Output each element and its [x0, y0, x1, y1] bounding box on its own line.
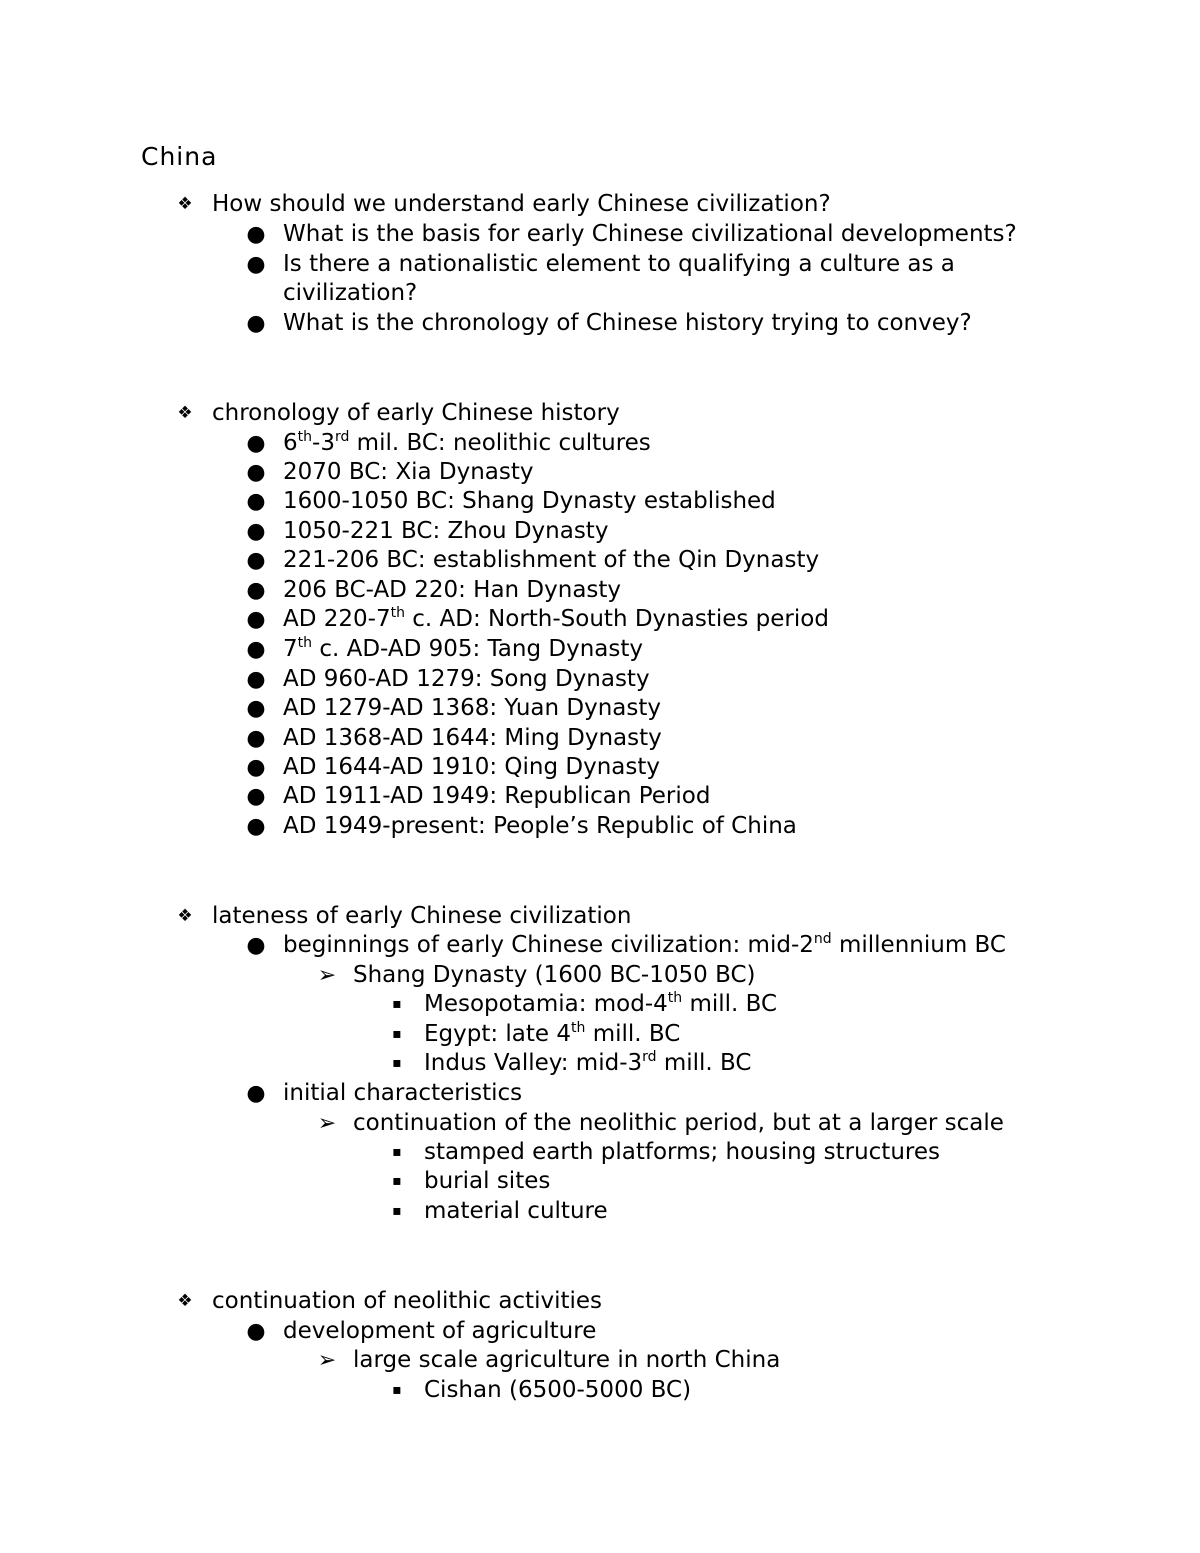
square-bullet-icon: ▪	[392, 1382, 402, 1398]
list-item: beginnings of early Chinese civilization: mid-2nd millennium BC	[283, 931, 1006, 958]
arrow-bullet-icon: ➢	[317, 1111, 337, 1136]
list-item: AD 960-AD 1279: Song Dynasty	[283, 666, 650, 692]
dot-bullet-icon: ●	[246, 311, 266, 336]
diamond-bullet-icon: ❖	[177, 906, 193, 926]
list-item: Is there a nationalistic element to qualifying a culture as a	[283, 251, 955, 277]
dot-bullet-icon: ●	[246, 460, 266, 485]
list-item-continuation: civilization?	[283, 280, 418, 306]
diamond-bullet-icon: ❖	[177, 194, 193, 214]
list-item: AD 1644-AD 1910: Qing Dynasty	[283, 754, 661, 780]
diamond-bullet-icon: ❖	[177, 1291, 193, 1311]
dot-bullet-icon: ●	[246, 548, 266, 573]
dot-bullet-icon: ●	[246, 696, 266, 721]
square-bullet-icon: ▪	[392, 1173, 402, 1189]
dot-bullet-icon: ●	[246, 578, 266, 603]
list-item: AD 220-7th c. AD: North-South Dynasties period	[283, 605, 829, 632]
square-bullet-icon: ▪	[392, 1203, 402, 1219]
list-item: large scale agriculture in north China	[353, 1347, 781, 1373]
arrow-bullet-icon: ➢	[317, 963, 337, 988]
list-item: 7th c. AD-AD 905: Tang Dynasty	[283, 635, 643, 662]
list-item: 6th-3rd mil. BC: neolithic cultures	[283, 429, 651, 456]
list-item: AD 1949-present: People’s Republic of China	[283, 813, 797, 839]
list-item: Shang Dynasty (1600 BC-1050 BC)	[353, 962, 756, 988]
dot-bullet-icon: ●	[246, 637, 266, 662]
list-item: AD 1279-AD 1368: Yuan Dynasty	[283, 695, 662, 721]
section-heading: continuation of neolithic activities	[212, 1288, 603, 1314]
list-item: initial characteristics	[283, 1080, 523, 1106]
dot-bullet-icon: ●	[246, 814, 266, 839]
dot-bullet-icon: ●	[246, 252, 266, 277]
list-item: Mesopotamia: mod-4th mill. BC	[424, 990, 778, 1017]
list-item: What is the chronology of Chinese history trying to convey?	[283, 310, 972, 336]
dot-bullet-icon: ●	[246, 755, 266, 780]
list-item: material culture	[424, 1198, 608, 1224]
dot-bullet-icon: ●	[246, 431, 266, 456]
arrow-bullet-icon: ➢	[317, 1348, 337, 1373]
dot-bullet-icon: ●	[246, 1319, 266, 1344]
dot-bullet-icon: ●	[246, 222, 266, 247]
list-item: AD 1911-AD 1949: Republican Period	[283, 783, 711, 809]
list-item: stamped earth platforms; housing structures	[424, 1139, 940, 1165]
dot-bullet-icon: ●	[246, 933, 266, 958]
dot-bullet-icon: ●	[246, 667, 266, 692]
list-item: AD 1368-AD 1644: Ming Dynasty	[283, 725, 662, 751]
list-item: Egypt: late 4th mill. BC	[424, 1020, 681, 1047]
square-bullet-icon: ▪	[392, 996, 402, 1012]
list-item: development of agriculture	[283, 1318, 597, 1344]
list-item: 1600-1050 BC: Shang Dynasty established	[283, 488, 776, 514]
page-title: China	[141, 142, 218, 171]
section-heading: chronology of early Chinese history	[212, 400, 620, 426]
dot-bullet-icon: ●	[246, 607, 266, 632]
dot-bullet-icon: ●	[246, 1081, 266, 1106]
list-item: 221-206 BC: establishment of the Qin Dynasty	[283, 547, 820, 573]
dot-bullet-icon: ●	[246, 726, 266, 751]
list-item: 1050-221 BC: Zhou Dynasty	[283, 518, 609, 544]
list-item: What is the basis for early Chinese civilizational developments?	[283, 221, 1017, 247]
square-bullet-icon: ▪	[392, 1026, 402, 1042]
section-heading: lateness of early Chinese civilization	[212, 903, 632, 929]
dot-bullet-icon: ●	[246, 519, 266, 544]
square-bullet-icon: ▪	[392, 1144, 402, 1160]
dot-bullet-icon: ●	[246, 784, 266, 809]
diamond-bullet-icon: ❖	[177, 403, 193, 423]
dot-bullet-icon: ●	[246, 489, 266, 514]
list-item: Cishan (6500-5000 BC)	[424, 1377, 692, 1403]
list-item: 206 BC-AD 220: Han Dynasty	[283, 577, 622, 603]
section-heading: How should we understand early Chinese civilization?	[212, 191, 831, 217]
list-item: 2070 BC: Xia Dynasty	[283, 459, 534, 485]
list-item: Indus Valley: mid-3rd mill. BC	[424, 1049, 752, 1076]
list-item: burial sites	[424, 1168, 551, 1194]
square-bullet-icon: ▪	[392, 1055, 402, 1071]
list-item: continuation of the neolithic period, but at a larger scale	[353, 1110, 1004, 1136]
